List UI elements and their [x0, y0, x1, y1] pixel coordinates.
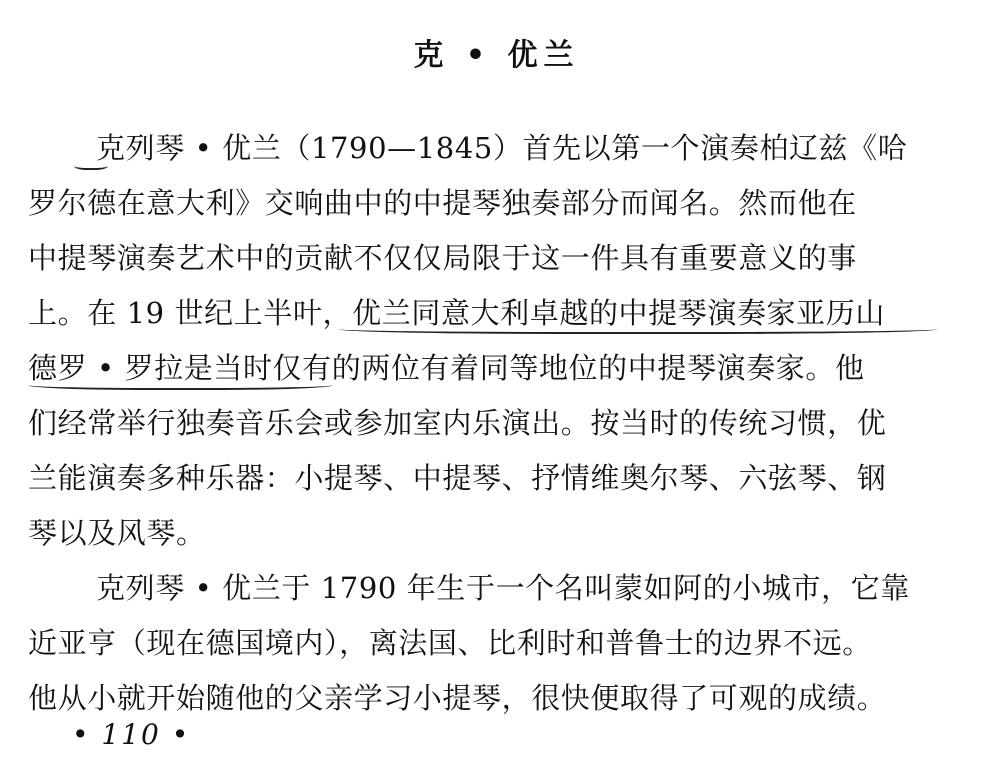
text-line-6: 们经常举行独奏音乐会或参加室内乐演出。按当时的传统习惯，优	[28, 406, 887, 440]
text-line-7: 兰能演奏多种乐器：小提琴、中提琴、抒情维奥尔琴、六弦琴、钢	[28, 461, 887, 495]
body-text	[28, 128, 948, 733]
page-title: 克 • 优兰	[413, 38, 580, 73]
page-number: • 110 •	[72, 718, 191, 751]
text-line-2: 罗尔德在意大利》交响曲中的中提琴独奏部分而闻名。然而他在	[28, 186, 857, 220]
text-line-4: 上。在 19 世纪上半叶，优兰同意大利卓越的中提琴演奏家亚历山	[28, 296, 885, 330]
text-line-10: 近亚亨（现在德国境内），离法国、比利时和普鲁士的边界不远。	[28, 626, 872, 660]
text-line-5: 德罗 • 罗拉是当时仅有的两位有着同等地位的中提琴演奏家。他	[28, 351, 865, 385]
handwritten-underline-2	[338, 322, 938, 334]
text-line-3: 中提琴演奏艺术中的贡献不仅仅局限于这一件具有重要意义的事	[28, 241, 857, 275]
text-line-9: 克列琴 • 优兰于 1790 年生于一个名叫蒙如阿的小城市，它靠	[96, 571, 910, 605]
text-line-11: 他从小就开始随他的父亲学习小提琴，很快便取得了可观的成绩。	[28, 681, 887, 715]
text-line-8: 琴以及风琴。	[28, 516, 206, 550]
handwritten-underline-3	[28, 378, 333, 390]
handwritten-underline-1	[74, 160, 108, 170]
text-line-1: 克列琴 • 优兰（1790—1845）首先以第一个演奏柏辽兹《哈	[96, 131, 908, 165]
